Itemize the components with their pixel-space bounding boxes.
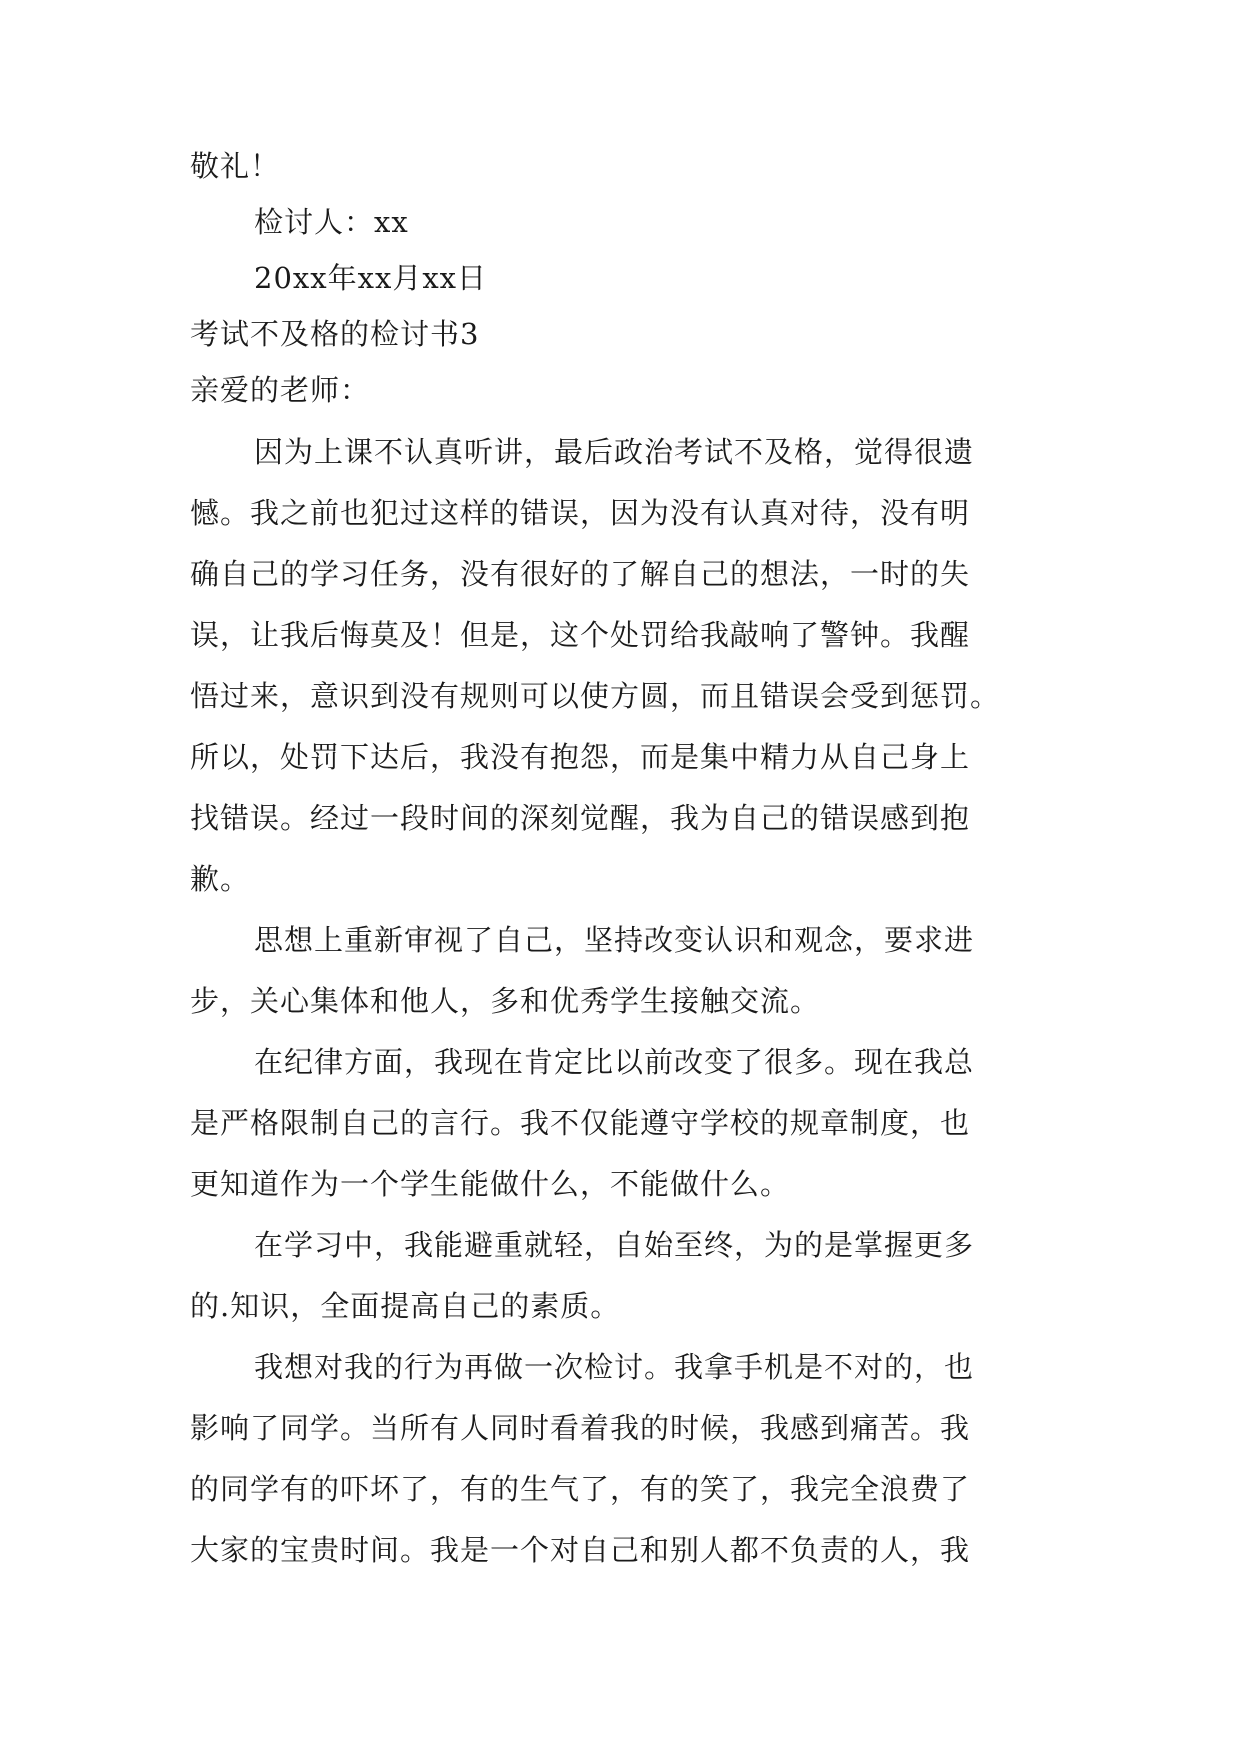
paragraph-4-line-1: 在学习中，我能避重就轻，自始至终，为的是掌握更多 <box>254 1228 975 1262</box>
date-line: 20xx年xx月xx日 <box>254 261 488 295</box>
paragraph-2-line-1: 思想上重新审视了自己，坚持改变认识和观念，要求进 <box>254 923 975 957</box>
paragraph-5-line-2: 影响了同学。当所有人同时看着我的时候，我感到痛苦。我 <box>190 1411 971 1445</box>
paragraph-3-line-1: 在纪律方面，我现在肯定比以前改变了很多。现在我总 <box>254 1045 975 1079</box>
paragraph-5-line-1: 我想对我的行为再做一次检讨。我拿手机是不对的，也 <box>254 1350 975 1384</box>
paragraph-3-line-3: 更知道作为一个学生能做什么，不能做什么。 <box>190 1167 791 1201</box>
paragraph-1-line-1: 因为上课不认真听讲，最后政治考试不及格，觉得很遗 <box>254 435 975 469</box>
paragraph-1-line-7: 找错误。经过一段时间的深刻觉醒，我为自己的错误感到抱 <box>190 801 971 835</box>
paragraph-1-line-2: 憾。我之前也犯过这样的错误，因为没有认真对待，没有明 <box>190 496 971 530</box>
paragraph-3-line-2: 是严格限制自己的言行。我不仅能遵守学校的规章制度，也 <box>190 1106 971 1140</box>
greeting-line: 亲爱的老师： <box>190 373 371 407</box>
paragraph-5-line-3: 的同学有的吓坏了，有的生气了，有的笑了，我完全浪费了 <box>190 1472 971 1506</box>
paragraph-4-line-2: 的.知识，全面提高自己的素质。 <box>190 1289 621 1323</box>
paragraph-1-line-3: 确自己的学习任务，没有很好的了解自己的想法，一时的失 <box>190 557 971 591</box>
paragraph-1-line-6: 所以，处罚下达后，我没有抱怨，而是集中精力从自己身上 <box>190 740 971 774</box>
paragraph-1-line-8: 歉。 <box>190 862 251 896</box>
paragraph-1-line-4: 误，让我后悔莫及！但是，这个处罚给我敲响了警钟。我醒 <box>190 618 971 652</box>
signer-line: 检讨人：xx <box>254 205 409 239</box>
paragraph-2-line-2: 步，关心集体和他人，多和优秀学生接触交流。 <box>190 984 821 1018</box>
paragraph-1-line-5: 悟过来，意识到没有规则可以使方圆，而且错误会受到惩罚。 <box>190 679 1001 713</box>
paragraph-5-line-4: 大家的宝贵时间。我是一个对自己和别人都不负责的人，我 <box>190 1533 971 1567</box>
document-title: 考试不及格的检讨书3 <box>190 317 480 351</box>
closing-salute: 敬礼！ <box>190 149 281 183</box>
